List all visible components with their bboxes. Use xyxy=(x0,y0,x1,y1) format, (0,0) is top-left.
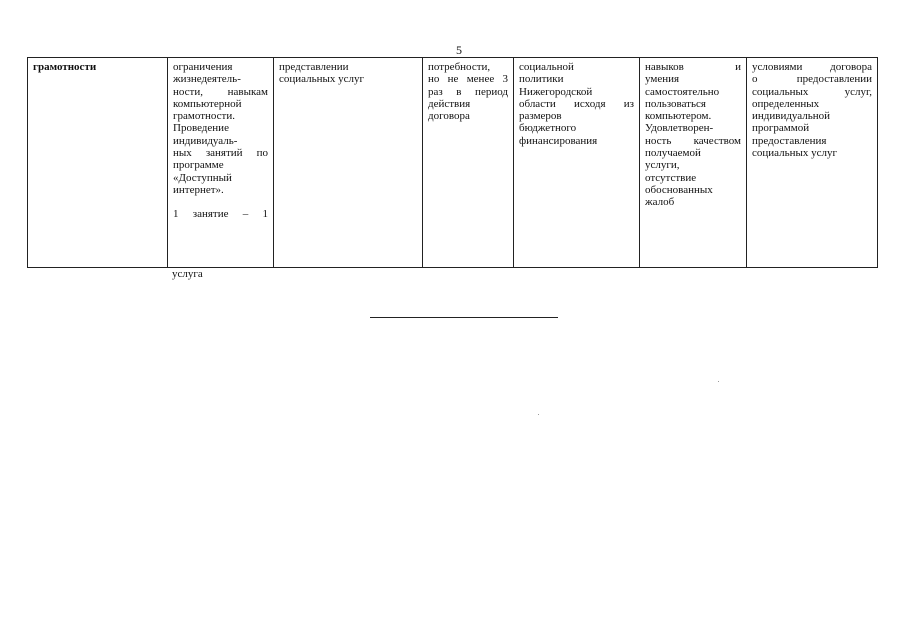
cell-line: потребности, xyxy=(428,61,491,73)
cell-line xyxy=(173,196,268,208)
cell-line: индивидуаль- xyxy=(173,134,238,147)
page-number: 5 xyxy=(456,43,462,57)
cell-line: социальных услуг, xyxy=(752,85,872,98)
col-frequency xyxy=(423,58,514,267)
cell-line: ности, навыкам xyxy=(173,85,268,98)
cell-line: о предоставлении xyxy=(752,73,872,86)
cell-line: раз в период xyxy=(428,85,508,98)
overflow-cell-text: услуга xyxy=(172,268,203,280)
cell-line: получаемой xyxy=(645,147,701,160)
cell-line: но не менее 3 xyxy=(428,73,508,86)
col-description xyxy=(168,58,274,267)
scan-speck xyxy=(718,381,719,382)
cell-line: интернет». xyxy=(173,183,224,196)
cell-line: индивидуальной xyxy=(752,110,831,123)
cell-line: отсутствие xyxy=(645,171,697,184)
cell-line: компьютером. xyxy=(645,110,712,123)
cell-line: условиями договора xyxy=(752,61,872,73)
cell-line: действия xyxy=(428,97,471,110)
cell-line: представлении xyxy=(279,61,349,73)
cell-line: жалоб xyxy=(645,196,675,209)
cell-line: услуги, xyxy=(645,159,680,172)
closing-rule-line xyxy=(370,317,558,318)
cell-line: навыков и xyxy=(645,61,741,73)
cell-line: грамотности. xyxy=(173,110,236,123)
cell-line: программой xyxy=(752,122,810,135)
cell-line: ных занятий по xyxy=(173,147,268,160)
cell-line: обоснованных xyxy=(645,183,713,196)
services-table xyxy=(27,57,878,268)
cell-line: самостоятельно xyxy=(645,85,720,98)
cell-line: 1 занятие – 1 xyxy=(173,208,268,221)
cell-line: договора xyxy=(428,110,470,123)
cell-line: ность качеством xyxy=(645,134,741,147)
cell-line: финансирования xyxy=(519,134,598,147)
cell-line: ограничения xyxy=(173,61,233,73)
col-funding xyxy=(514,58,640,267)
cell-line: социальных услуг xyxy=(279,73,365,86)
cell-line: политики xyxy=(519,73,564,86)
col-quality xyxy=(640,58,747,267)
cell-line: грамотности xyxy=(33,61,97,73)
cell-line: Удовлетворен- xyxy=(645,122,714,135)
cell-line: программе xyxy=(173,159,224,172)
cell-line: определенных xyxy=(752,97,820,110)
cell-line: бюджетного xyxy=(519,122,577,135)
scan-speck xyxy=(538,414,539,415)
col-service-name xyxy=(28,58,168,267)
cell-line: жизнедеятель- xyxy=(173,73,241,86)
cell-line: Проведение xyxy=(173,122,229,135)
cell-line: размеров xyxy=(519,110,562,123)
cell-line: умения xyxy=(645,73,680,86)
cell-line: социальных услуг xyxy=(752,147,838,160)
cell-line: Нижегородской xyxy=(519,85,593,98)
col-standard xyxy=(274,58,423,267)
cell-line: предоставления xyxy=(752,134,827,147)
cell-line: «Доступный xyxy=(173,171,232,184)
cell-line: компьютерной xyxy=(173,97,242,110)
cell-line: пользоваться xyxy=(645,97,706,110)
col-conditions xyxy=(747,58,877,267)
cell-line: области исходя из xyxy=(519,97,634,110)
cell-line: социальной xyxy=(519,61,574,73)
